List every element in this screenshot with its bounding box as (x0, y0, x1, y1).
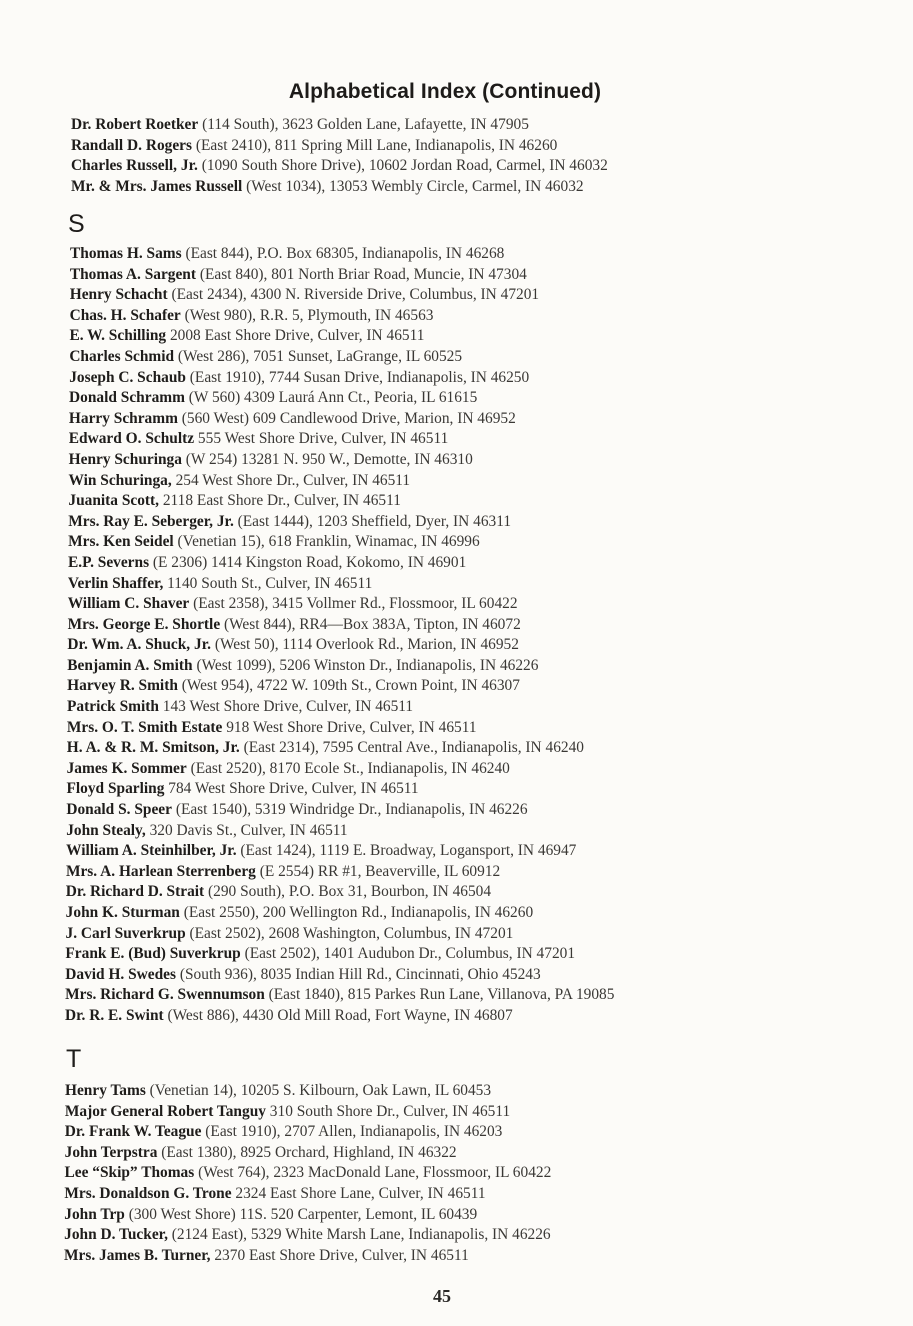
page-number: 45 (433, 1286, 451, 1306)
entry-details: (East 1424), 1119 E. Broadway, Logansport, IN 46947 (236, 842, 577, 860)
entry-name: John Trp (64, 1205, 125, 1223)
entry-name: Verlin Shaffer, (67, 574, 164, 592)
entry-details: (East 2410), 811 Spring Mill Lane, Indianapolis, IN 46260 (192, 136, 558, 154)
entry-name: Donald S. Speer (66, 801, 172, 819)
entry-details: 1140 South St., Culver, IN 46511 (163, 574, 373, 592)
entry-name: Henry Schuringa (68, 450, 182, 468)
entry-details: (W 254) 13281 N. 950 W., Demotte, IN 46310 (181, 450, 473, 468)
entry-details: (East 2502), 2608 Washington, Columbus, IN 47201 (185, 924, 514, 942)
entry-details: (East 840), 801 North Briar Road, Muncie, IN 47304 (196, 265, 527, 283)
index-entry (0, 347, 900, 368)
entry-name: James K. Sommer (66, 759, 187, 777)
index-entry (0, 924, 900, 945)
index-entry (0, 615, 900, 636)
entry-name: Charles Schmid (69, 347, 175, 365)
entry-details: (W 560) 4309 Laurá Ann Ct., Peoria, IL 61615 (184, 389, 478, 407)
entry-name: Charles Russell, Jr. (71, 157, 198, 175)
page-title: Alphabetical Index (Continued) (288, 80, 602, 103)
entry-name: Mrs. A. Harlean Sterrenberg (65, 862, 256, 880)
index-entry (0, 882, 900, 903)
entry-details: (East 1840), 815 Parkes Run Lane, Villanova, PA 19085 (264, 986, 615, 1004)
entry-details: (Venetian 14), 10205 S. Kilbourn, Oak Lawn, IL 60453 (145, 1082, 492, 1099)
entry-details: 918 West Shore Drive, Culver, IN 46511 (222, 718, 477, 736)
index-entry (0, 738, 900, 759)
entry-details: (E 2554) RR #1, Beaverville, IL 60912 (255, 862, 501, 880)
entry-details: (East 1444), 1203 Sheffield, Dyer, IN 46311 (233, 512, 512, 530)
entry-details: (114 South), 3623 Golden Lane, Lafayette, IN 47905 (198, 116, 529, 133)
section-letter-t: T (66, 1045, 82, 1073)
section-t-entry-list (0, 1081, 900, 1266)
entry-details: (East 1910), 2707 Allen, Indianapolis, IN 46203 (201, 1123, 503, 1141)
entry-details: (West 50), 1114 Overlook Rd., Marion, IN 46952 (210, 636, 519, 654)
entry-details: (1090 South Shore Drive), 10602 Jordan Road, Carmel, IN 46032 (197, 157, 608, 175)
index-entry (0, 862, 900, 883)
index-entry (0, 491, 900, 512)
entry-details: 2008 East Shore Drive, Culver, IN 46511 (166, 327, 425, 345)
index-entry (0, 512, 900, 533)
entry-name: Randall D. Rogers (71, 136, 192, 154)
entry-name: Mrs. George E. Shortle (67, 615, 221, 633)
index-entry (0, 779, 900, 800)
entry-details: (West 1099), 5206 Winston Dr., Indianapolis, IN 46226 (192, 656, 539, 674)
index-entry (0, 1163, 900, 1184)
index-entry (0, 635, 900, 656)
index-entry (0, 944, 900, 965)
entry-name: John D. Tucker, (64, 1226, 168, 1244)
entry-details: 2370 East Shore Drive, Culver, IN 46511 (210, 1246, 469, 1264)
index-entry (0, 156, 900, 177)
index-entry (0, 800, 900, 821)
entry-name: Mrs. O. T. Smith Estate (66, 718, 223, 736)
entry-details: 320 Davis St., Culver, IN 46511 (145, 821, 348, 839)
index-entry (0, 471, 900, 492)
index-entry (0, 285, 900, 306)
index-entry (0, 450, 900, 471)
entry-name: Mrs. Ray E. Seberger, Jr. (68, 512, 234, 530)
entry-name: John Terpstra (64, 1143, 158, 1161)
entry-name: Henry Tams (65, 1082, 146, 1099)
index-entry (0, 1184, 900, 1205)
entry-name: William A. Steinhilber, Jr. (66, 842, 237, 860)
entry-details: (East 2314), 7595 Central Ave., Indianapolis, IN 46240 (239, 739, 584, 757)
entry-name: Lee “Skip” Thomas (64, 1164, 195, 1182)
entry-details: (East 2550), 200 Wellington Rd., Indianapolis, IN 46260 (179, 904, 534, 921)
entry-name: Dr. Richard D. Strait (65, 883, 205, 901)
entry-details: (West 844), RR4—Box 383A, Tipton, IN 46072 (220, 615, 521, 633)
index-entry (0, 553, 900, 574)
entry-details: (West 286), 7051 Sunset, LaGrange, IL 60525 (174, 347, 463, 365)
entry-name: Dr. Robert Roetker (71, 116, 199, 133)
index-entry (0, 1143, 900, 1164)
entry-details: 2118 East Shore Dr., Culver, IN 46511 (159, 492, 401, 510)
index-entry (0, 1225, 900, 1246)
entry-details: (East 1540), 5319 Windridge Dr., Indianapolis, IN 46226 (171, 801, 528, 819)
entry-name: David H. Swedes (65, 965, 177, 983)
entry-details: 555 West Shore Drive, Culver, IN 46511 (194, 430, 449, 448)
entry-name: Henry Schacht (69, 286, 168, 304)
index-entry (0, 136, 900, 157)
entry-details: 310 South Shore Dr., Culver, IN 46511 (265, 1102, 511, 1120)
entry-name: Thomas A. Sargent (69, 265, 196, 283)
entry-name: Edward O. Schultz (68, 430, 195, 448)
index-entry (0, 368, 900, 389)
index-entry (0, 697, 900, 718)
entry-name: Dr. Frank W. Teague (64, 1123, 202, 1141)
entry-details: 2324 East Shore Lane, Culver, IN 46511 (231, 1184, 486, 1202)
entry-name: Thomas H. Sams (70, 245, 182, 262)
entry-name: Major General Robert Tanguy (64, 1102, 266, 1120)
entry-details: (East 2502), 1401 Audubon Dr., Columbus, IN 47201 (240, 945, 576, 963)
index-entry (0, 115, 900, 136)
entry-details: (Venetian 15), 618 Franklin, Winamac, IN 46996 (173, 533, 480, 551)
intro-entry-list (0, 115, 900, 197)
entry-details: (East 2358), 3415 Vollmer Rd., Flossmoor, IL 60422 (189, 595, 518, 613)
index-entry (0, 821, 900, 842)
entry-details: (West 764), 2323 MacDonald Lane, Flossmoor, IL 60422 (194, 1164, 552, 1182)
entry-details: (560 West) 609 Candlewood Drive, Marion, IN 46952 (177, 409, 516, 427)
index-entry (0, 326, 900, 347)
entry-details: (West 980), R.R. 5, Plymouth, IN 46563 (180, 306, 434, 324)
index-entry (0, 841, 900, 862)
index-entry (0, 388, 900, 409)
index-entry (0, 718, 900, 739)
index-entry (0, 903, 900, 924)
entry-name: Mrs. Ken Seidel (68, 533, 174, 551)
entry-details: (East 1380), 8925 Orchard, Highland, IN 46322 (157, 1143, 457, 1161)
index-entry (0, 1102, 900, 1123)
index-entry (0, 177, 900, 198)
index-entry (0, 759, 900, 780)
index-entry (0, 409, 900, 430)
index-entry (0, 574, 900, 595)
entry-name: Donald Schramm (69, 389, 185, 407)
entry-name: Win Schuringa, (68, 471, 172, 489)
entry-name: Benjamin A. Smith (67, 656, 193, 674)
index-entry (0, 594, 900, 615)
index-entry (0, 1122, 900, 1143)
entry-details: 143 West Shore Drive, Culver, IN 46511 (158, 698, 414, 716)
entry-name: Mrs. James B. Turner, (64, 1246, 211, 1264)
entry-name: John K. Sturman (65, 904, 180, 921)
entry-details: 784 West Shore Drive, Culver, IN 46511 (164, 780, 419, 798)
entry-details: (300 West Shore) 11S. 520 Carpenter, Lemont, IL 60439 (124, 1205, 478, 1223)
entry-name: Chas. H. Schafer (69, 306, 181, 324)
index-entry (0, 429, 900, 450)
index-entry (0, 244, 900, 265)
entry-details: 254 West Shore Dr., Culver, IN 46511 (171, 471, 411, 489)
index-entry (0, 656, 900, 677)
entry-details: (East 844), P.O. Box 68305, Indianapolis, IN 46268 (181, 245, 505, 262)
entry-details: (290 South), P.O. Box 31, Bourbon, IN 46504 (204, 883, 492, 901)
index-entry (0, 985, 900, 1006)
section-s-entry-list (0, 244, 900, 1027)
index-entry (0, 265, 900, 286)
entry-name: Harry Schramm (68, 409, 178, 427)
entry-name: Mrs. Donaldson G. Trone (64, 1184, 232, 1202)
entry-details: (E 2306) 1414 Kingston Road, Kokomo, IN 46901 (149, 553, 467, 571)
entry-details: (West 954), 4722 W. 109th St., Crown Point, IN 46307 (177, 677, 520, 695)
entry-details: (East 2520), 8170 Ecole St., Indianapolis, IN 46240 (186, 759, 510, 777)
entry-name: Juanita Scott, (68, 492, 160, 510)
entry-name: H. A. & R. M. Smitson, Jr. (66, 739, 240, 757)
index-entry (0, 1205, 900, 1226)
section-letter-s: S (68, 210, 85, 238)
entry-details: (South 936), 8035 Indian Hill Rd., Cincinnati, Ohio 45243 (176, 965, 541, 983)
entry-name: Joseph C. Schaub (69, 368, 186, 386)
entry-name: E. W. Schilling (69, 327, 167, 345)
entry-details: (2124 East), 5329 White Marsh Lane, Indianapolis, IN 46226 (167, 1226, 551, 1244)
index-entry (0, 1006, 900, 1027)
entry-details: (East 1910), 7744 Susan Drive, Indianapolis, IN 46250 (185, 368, 530, 386)
index-entry (0, 306, 900, 327)
entry-name: Floyd Sparling (66, 780, 165, 798)
entry-name: E.P. Severns (67, 553, 150, 571)
entry-name: Dr. R. E. Swint (65, 1006, 164, 1024)
entry-name: John Stealy, (66, 821, 146, 839)
entry-name: Frank E. (Bud) Suverkrup (65, 945, 241, 963)
entry-details: (East 2434), 4300 N. Riverside Drive, Columbus, IN 47201 (167, 286, 540, 304)
entry-name: J. Carl Suverkrup (65, 924, 186, 942)
index-entry (0, 676, 900, 697)
entry-name: Dr. Wm. A. Shuck, Jr. (67, 636, 211, 654)
entry-name: Patrick Smith (67, 698, 159, 716)
index-entry (0, 965, 900, 986)
entry-name: William C. Shaver (67, 595, 190, 613)
index-entry (0, 1246, 900, 1267)
entry-name: Mrs. Richard G. Swennumson (65, 986, 265, 1004)
index-entry (0, 1081, 900, 1102)
entry-details: (West 1034), 13053 Wembly Circle, Carmel, IN 46032 (242, 177, 584, 195)
entry-name: Mr. & Mrs. James Russell (71, 177, 243, 195)
index-entry (0, 532, 900, 553)
entry-name: Harvey R. Smith (67, 677, 178, 695)
entry-details: (West 886), 4430 Old Mill Road, Fort Wayne, IN 46807 (163, 1006, 513, 1024)
